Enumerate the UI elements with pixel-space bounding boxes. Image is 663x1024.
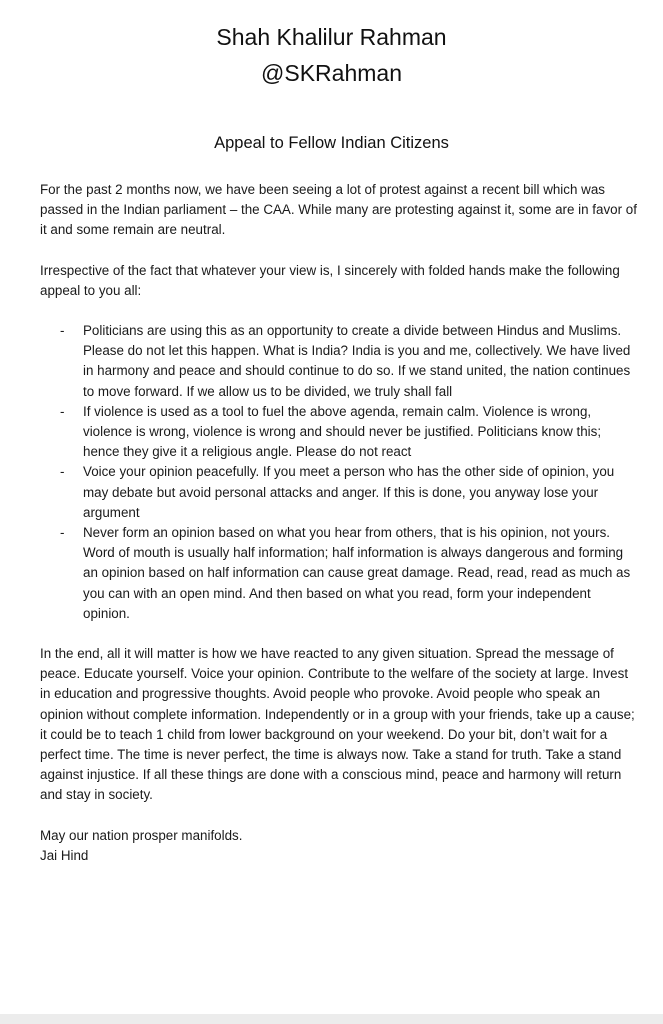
intro-paragraph: For the past 2 months now, we have been seeing a lot of protest against a recent bill which was passed in the Indian parliament – the CAA. While many are protesting against it, some are in favor of it and some remain are neutral. xyxy=(40,182,637,238)
appeal-list xyxy=(40,321,640,624)
list-item xyxy=(40,523,640,624)
bullet-marker: - xyxy=(60,403,65,419)
closing-line: May our nation prosper manifolds. xyxy=(40,827,243,843)
list-item-text: Politicians are using this as an opportunity to create a divide between Hindus and Muslims. Please do not let this happen. What is India? India is you and me, collectively. We have lived in harmony and peace and should continue to do so. If we stand united, the nation continues to move forward. If we allow us to be divided, we truly shall fall xyxy=(83,323,631,399)
document-title: Appeal to Fellow Indian Citizens xyxy=(214,134,449,152)
list-item xyxy=(40,462,640,523)
author-handle: @SKRahman xyxy=(261,60,402,86)
list-item-text: Voice your opinion peacefully. If you meet a person who has the other side of opinion, you may debate but avoid personal attacks and anger. If this is done, you anyway lose your argument xyxy=(83,464,615,520)
list-item-text: If violence is used as a tool to fuel the above agenda, remain calm. Violence is wrong, violence is wrong, violence is wrong and should never be justified. Politicians know this; hence they give it a religious angle. Please do not react xyxy=(83,403,602,460)
bullet-marker: - xyxy=(60,525,65,541)
appeal-intro-paragraph: Irrespective of the fact that whatever your view is, I sincerely with folded hands make the following appeal to you all: xyxy=(40,262,620,298)
signoff-line: Jai Hind xyxy=(40,847,89,863)
conclusion-paragraph: In the end, all it will matter is how we have reacted to any given situation. Spread the message of peace. Educate yourself. Voice your opinion. Contribute to the welfare of the society at large. Invest in education and progressive thoughts. Avoid people who provoke. Avoid people who speak an opinion without complete information. Independently or in a group with your friends, take up a cause; it could be to teach 1 child from lower background on your weekend. Do your bit, don’t wait for a perfect time. The time is never perfect, the time is always now. Take a stand for truth. Take a stand against injustice. If all these things are done with a conscious mind, peace and harmony will return and stay in society. xyxy=(40,646,635,803)
list-item xyxy=(40,402,640,463)
author-name: Shah Khalilur Rahman xyxy=(216,24,447,50)
bullet-marker: - xyxy=(60,464,65,480)
page-bottom-edge xyxy=(0,1014,663,1024)
document-body xyxy=(40,180,640,866)
author-header xyxy=(0,19,663,91)
bullet-marker: - xyxy=(60,323,65,339)
list-item-text: Never form an opinion based on what you hear from others, that is his opinion, not yours. Word of mouth is usually half information; half information is always dangerous and forming an opinion based on half information can cause great damage. Read, read, read as much as you can with an open mind. And then based on what you read, form your independent opinion. xyxy=(83,525,631,621)
list-item xyxy=(40,321,640,402)
